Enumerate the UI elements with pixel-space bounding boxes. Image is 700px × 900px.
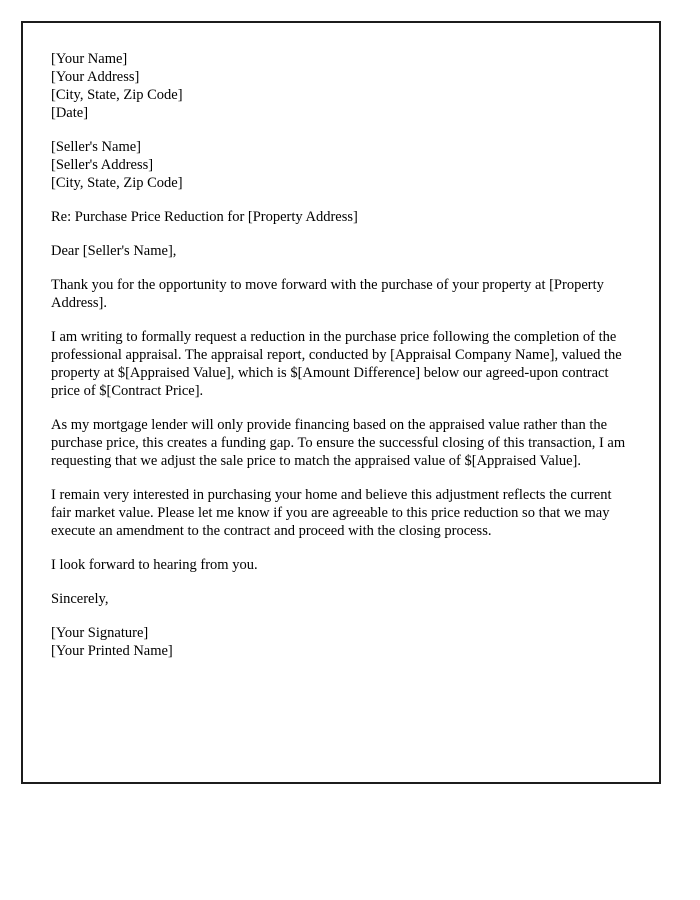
sender-city-state-zip: [City, State, Zip Code] [51,87,183,103]
recipient-address: [Seller's Address] [51,157,154,173]
sender-name: [Your Name] [51,51,128,67]
body-paragraph-appraisal-result: I am writing to formally request a reduction in the purchase price following the completion of the professional appraisal. The appraisal report, conducted by [Appraisal Company Name], valued the property at $[Appraised Value], which is $[Amount Difference] below our agreed-upon contract price of $[Contract Price]. [51,329,622,399]
letter-date: [Date] [51,105,89,121]
sender-address: [Your Address] [51,69,140,85]
subject-line: Re: Purchase Price Reduction for [Property Address] [51,209,358,225]
closing: Sincerely, [51,591,109,607]
printed-name-placeholder: [Your Printed Name] [51,643,173,659]
sender-address-block [51,50,631,122]
signature-block [51,624,631,660]
body-paragraph-funding-gap: As my mortgage lender will only provide financing based on the appraised value rather than the purchase price, this creates a funding gap. To ensure the successful closing of this transaction, I am requesting that we adjust the sale price to match the appraised value of $[Appraised Value]. [51,417,626,469]
salutation: Dear [Seller's Name], [51,243,177,259]
body-paragraph-look-forward: I look forward to hearing from you. [51,557,258,573]
body-paragraph-thank-you: Thank you for the opportunity to move forward with the purchase of your property at [Property Address]. [51,277,604,311]
body-paragraph-price-reduction-request: I remain very interested in purchasing your home and believe this adjustment reflects the current fair market value. Please let me know if you are agreeable to this price reduction so that we may execute an amendment to the contract and proceed with the closing process. [51,487,612,539]
recipient-city-state-zip: [City, State, Zip Code] [51,175,183,191]
letter-page-frame [21,21,661,784]
recipient-name: [Seller's Name] [51,139,141,155]
signature-placeholder: [Your Signature] [51,625,149,641]
recipient-address-block [51,138,631,192]
